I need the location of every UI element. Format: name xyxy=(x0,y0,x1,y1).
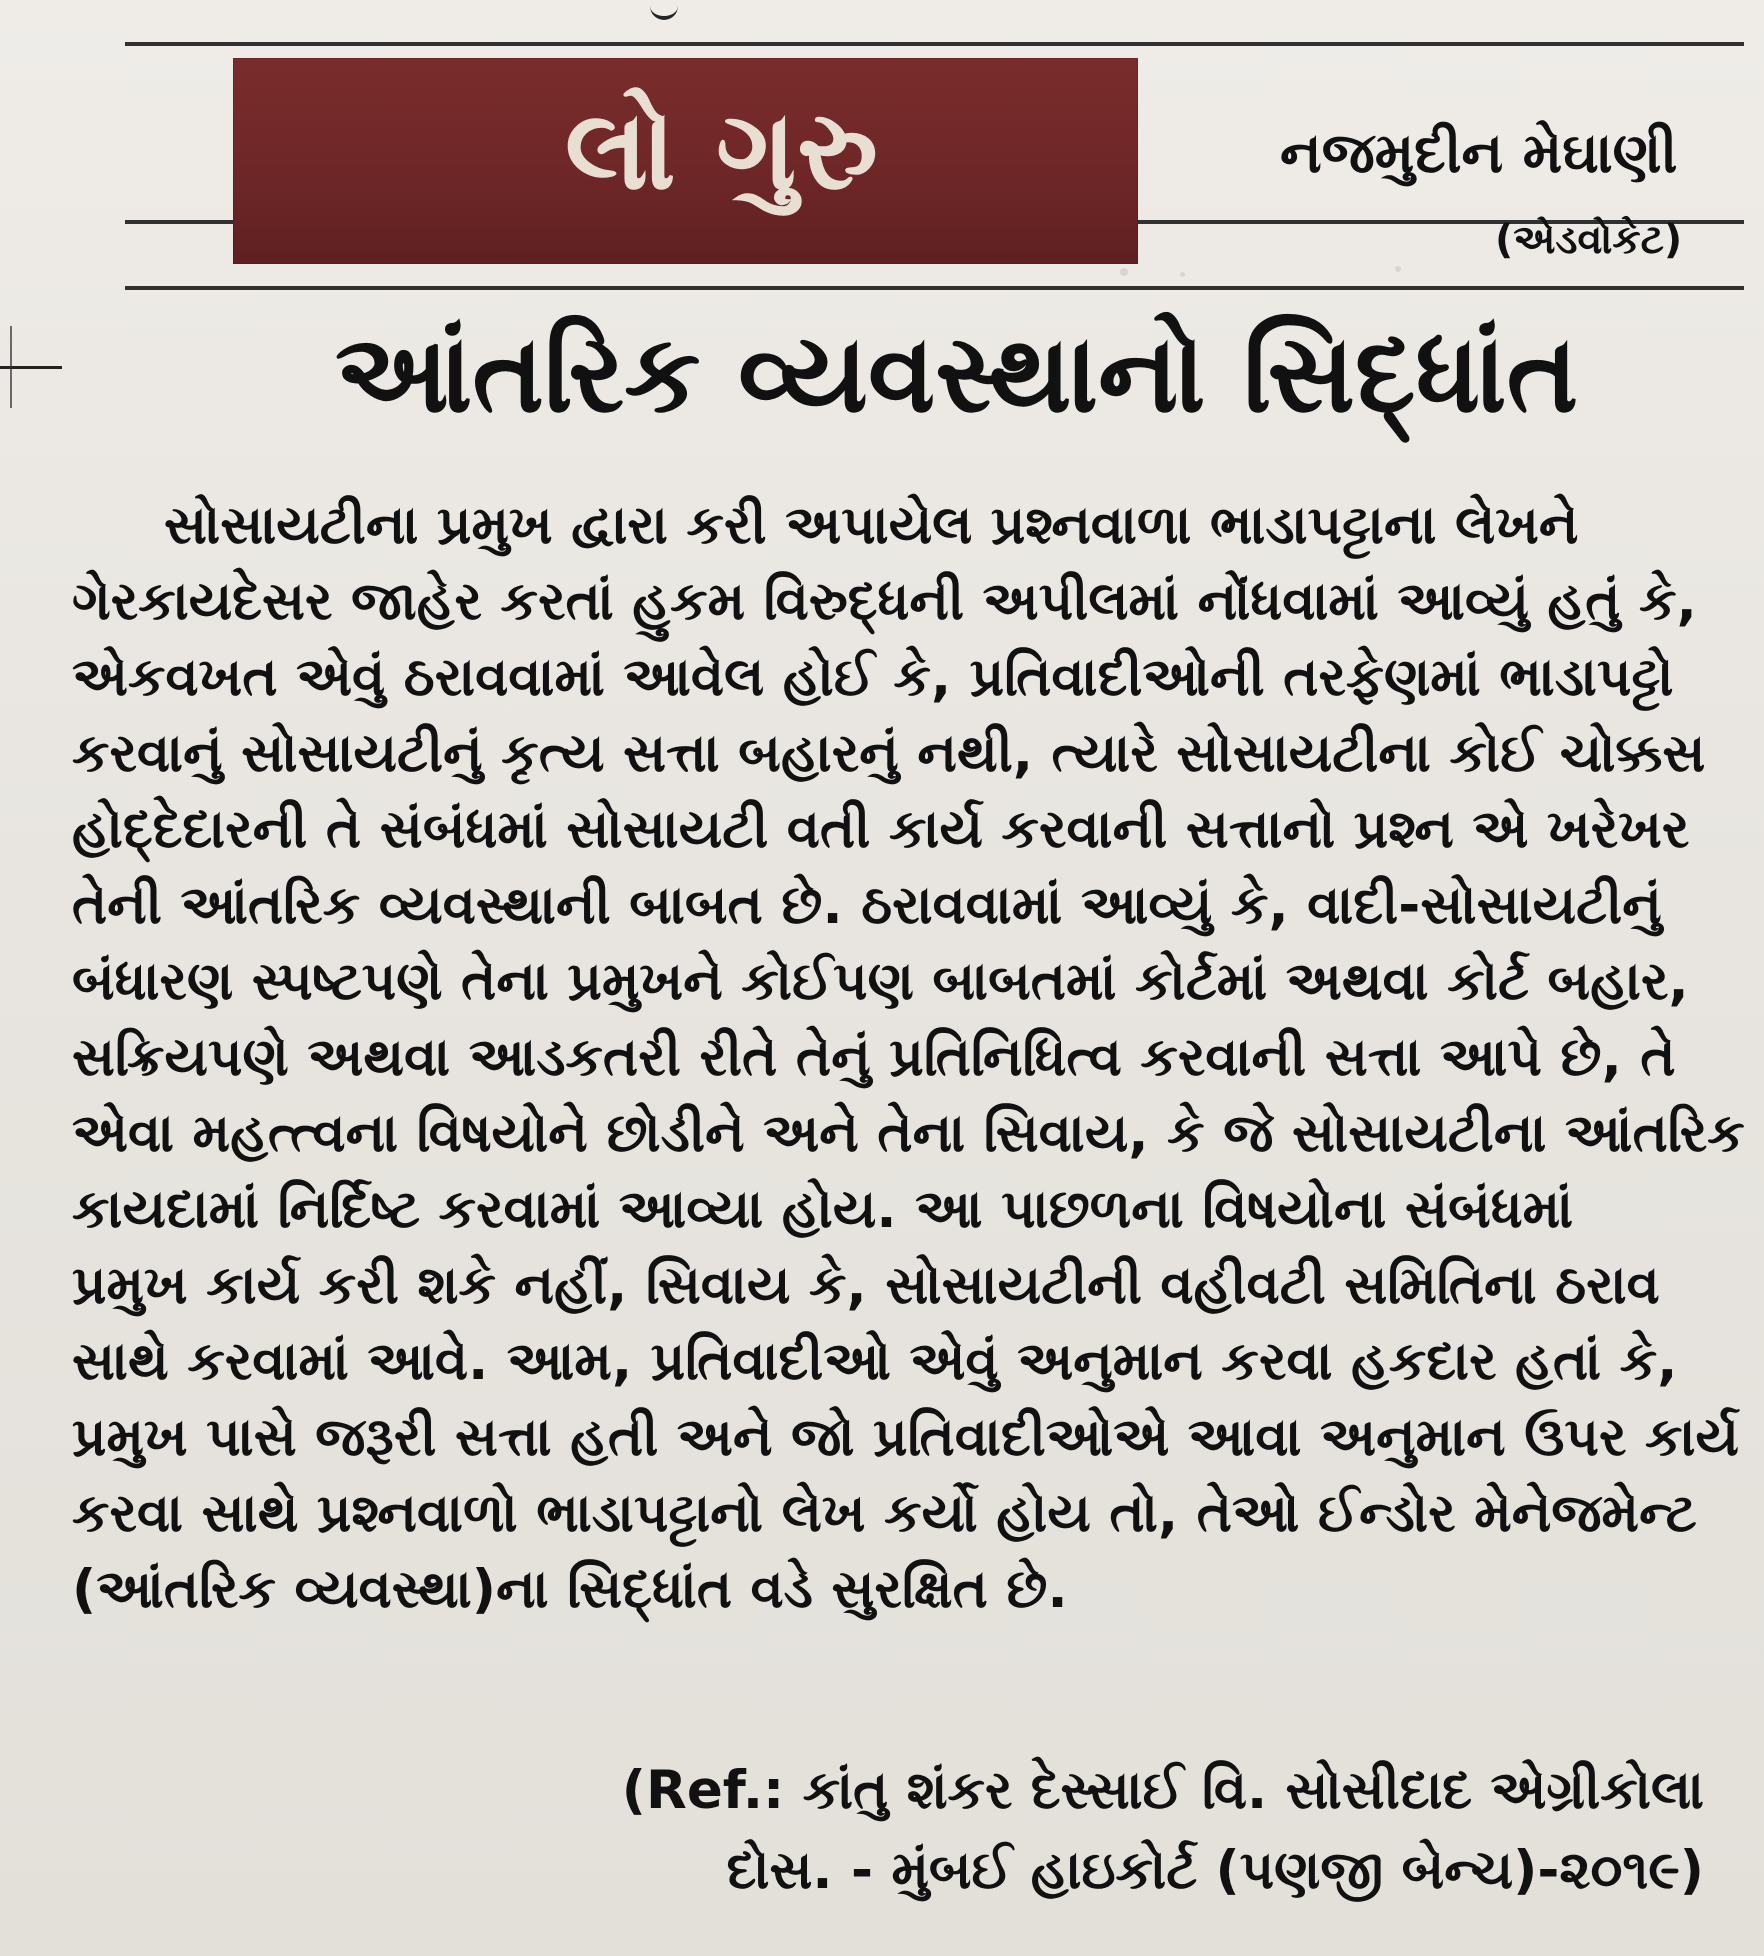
article-line: સોસાયટીના પ્રમુખ દ્વારા કરી અપાયેલ પ્રશ્નવાળા ભાડાપટ્ટાના લેખને xyxy=(164,495,1579,556)
ink-speck xyxy=(1180,272,1185,277)
article-line: સક્રિયપણે અથવા આડકતરી રીતે તેનું પ્રતિનિધિત્વ કરવાની સત્તા આપે છે, તે xyxy=(72,1027,1676,1088)
article-line: પ્રમુખ પાસે જરૂરી સત્તા હતી અને જો પ્રતિવાદીઓએ આવા અનુમાન ઉપર કાર્ય xyxy=(72,1407,1740,1468)
article-title: આંતરિક વ્યવસ્થાનો સિદ્ધાંત xyxy=(335,312,1579,437)
top-mark xyxy=(650,0,678,20)
reference-line-1: (Ref.: કાંતુ શંકર દેસ્સાઈ વિ. સોસીદાદ એગ્રીકોલા xyxy=(621,1760,1704,1821)
reference-line-2: દોસ. - મુંબઈ હાઇકોર્ટ (પણજી બેન્ચ)-૨૦૧૯) xyxy=(726,1840,1704,1901)
article-line: ગેરકાયદેસર જાહેર કરતાં હુકમ વિરુદ્ધની અપીલમાં નોંધવામાં આવ્યું હતું કે, xyxy=(72,571,1697,632)
headline-rule-line xyxy=(125,286,1744,290)
ink-speck xyxy=(1120,268,1128,276)
article-line: કાયદામાં નિર્દિષ્ટ કરવામાં આવ્યા હોય. આ પાછળના વિષયોના સંબંધમાં xyxy=(72,1179,1574,1240)
article-line: એવા મહત્ત્વના વિષયોને છોડીને અને તેના સિવાય, કે જે સોસાયટીના આંતરિક xyxy=(72,1103,1745,1164)
crop-mark-vertical xyxy=(10,326,12,408)
article-line: (આંતરિક વ્યવસ્થા)ના સિદ્ધાંત વડે સુરક્ષિત છે. xyxy=(72,1559,1068,1620)
article-line: હોદ્દેદારની તે સંબંધમાં સોસાયટી વતી કાર્ય કરવાની સત્તાનો પ્રશ્ન એ ખરેખર xyxy=(72,799,1690,860)
ink-speck xyxy=(1395,266,1401,272)
article-line: બંધારણ સ્પષ્ટપણે તેના પ્રમુખને કોઈપણ બાબતમાં કોર્ટમાં અથવા કોર્ટ બહાર, xyxy=(72,951,1689,1012)
article-line: કરવાનું સોસાયટીનું કૃત્ય સત્તા બહારનું નથી, ત્યારે સોસાયટીના કોઈ ચોક્કસ xyxy=(72,723,1706,784)
article-line: એકવખત એવું ઠરાવવામાં આવેલ હોઈ કે, પ્રતિવાદીઓની તરફેણમાં ભાડાપટ્ટો xyxy=(72,647,1674,708)
article-line: પ્રમુખ કાર્ય કરી શકે નહીં, સિવાય કે, સોસાયટીની વહીવટી સમિતિના ઠરાવ xyxy=(72,1255,1660,1316)
author-name: નજમુદીન મેઘાણી xyxy=(1280,121,1678,186)
article-line: સાથે કરવામાં આવે. આમ, પ્રતિવાદીઓ એવું અનુમાન કરવા હકદાર હતાં કે, xyxy=(72,1331,1678,1392)
article-line: કરવા સાથે પ્રશ્નવાળો ભાડાપટ્ટાનો લેખ કર્યો હોય તો, તેઓ ઈન્ડોર મેનેજમેન્ટ xyxy=(72,1483,1697,1544)
top-rule-line xyxy=(125,42,1744,46)
column-name: લો ગુરુ xyxy=(565,86,879,214)
author-role: (એડવોકેટ) xyxy=(1495,217,1683,263)
article-body xyxy=(72,493,1745,1733)
article-line: તેની આંતરિક વ્યવસ્થાની બાબત છે. ઠરાવવામાં આવ્યું કે, વાદી-સોસાયટીનું xyxy=(72,875,1662,936)
